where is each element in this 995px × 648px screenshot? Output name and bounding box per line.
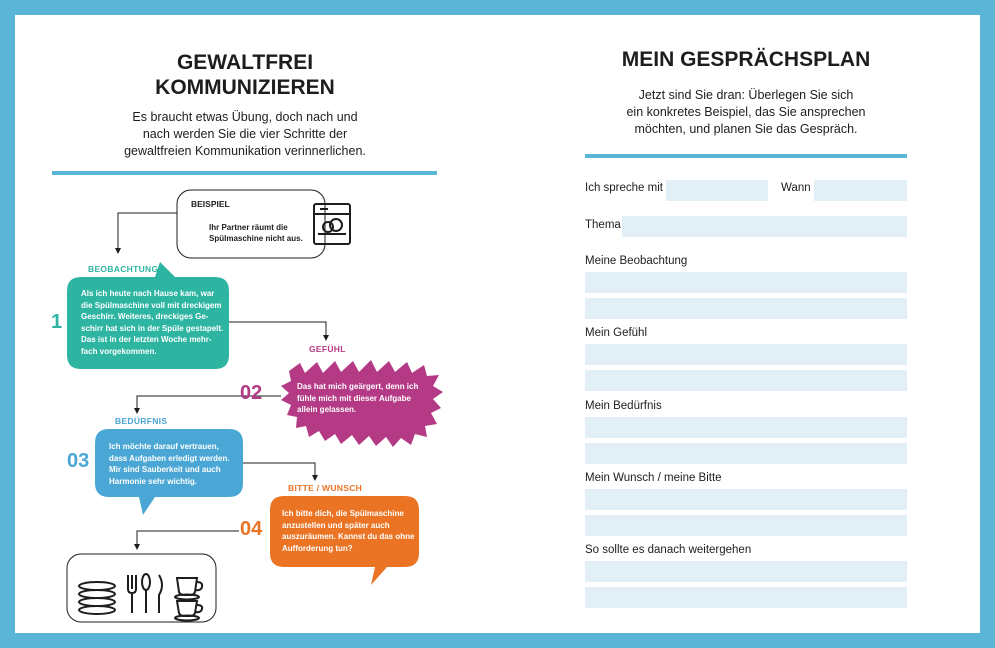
observation-line: Das ist in der letzten Woche mehr- xyxy=(81,335,212,344)
feeling-line: fühle mich mit dieser Aufgabe xyxy=(297,393,411,403)
step-number-4: 04 xyxy=(240,518,263,540)
observation-field-label: Meine Beobachtung xyxy=(585,255,688,267)
wish-line: Ich bitte dich, die Spülmaschine xyxy=(282,509,404,518)
need-field-2[interactable] xyxy=(585,443,907,464)
topic-field[interactable] xyxy=(622,216,907,237)
left-intro-line1: Es braucht etwas Übung, doch nach und xyxy=(132,110,358,124)
left-title-line2: KOMMUNIZIEREN xyxy=(155,76,335,99)
topic-label: Thema xyxy=(585,219,621,231)
observation-text xyxy=(81,288,223,357)
need-line: Mir sind Sauberkeit und auch xyxy=(109,465,221,474)
feeling-line: allein gelassen. xyxy=(297,405,357,414)
feeling-field-2[interactable] xyxy=(585,370,907,391)
wish-field-2[interactable] xyxy=(585,515,907,536)
right-intro-line3: möchten, und planen Sie das Gespräch. xyxy=(634,122,858,136)
feeling-label: GEFÜHL xyxy=(309,344,346,354)
next-field-2[interactable] xyxy=(585,587,907,608)
example-text xyxy=(209,222,303,244)
step-number-1: 1 xyxy=(51,311,63,333)
connector-step4-result xyxy=(137,531,239,547)
observation-line: schirr hat sich in der Spüle gestapelt. xyxy=(81,323,224,333)
feeling-line: Das hat mich geärgert, denn ich xyxy=(297,382,419,391)
connector-example-step1 xyxy=(118,213,177,251)
left-intro-line2: nach werden Sie die vier Schritte der xyxy=(142,127,348,141)
speak-with-label: Ich spreche mit xyxy=(585,182,663,194)
observation-line: Geschirr. Weiteres, dreckiges Ge- xyxy=(81,312,209,321)
wish-field-label: Mein Wunsch / meine Bitte xyxy=(585,472,722,484)
result-box xyxy=(67,554,216,622)
example-label: BEISPIEL xyxy=(191,199,230,209)
step-number-2: 02 xyxy=(240,382,263,404)
feeling-text xyxy=(297,381,418,416)
left-title-line1: GEWALTFREI xyxy=(176,51,314,74)
observation-line: fach vorgekommen. xyxy=(81,346,157,356)
wish-text xyxy=(282,508,414,554)
wish-line: Aufforderung tun? xyxy=(282,543,353,553)
observation-field-1[interactable] xyxy=(585,272,907,293)
right-intro-line1: Jetzt sind Sie dran: Überlegen Sie sich xyxy=(638,88,854,102)
need-text xyxy=(109,441,230,487)
observation-line: Als ich heute nach Hause kam, war xyxy=(81,289,215,298)
observation-field-2[interactable] xyxy=(585,298,907,319)
wish-line: auszuräumen. Kannst du das ohne xyxy=(282,532,415,541)
next-field-1[interactable] xyxy=(585,561,907,582)
observation-label: BEOBACHTUNG xyxy=(88,264,159,274)
connector-step1-step2 xyxy=(229,322,326,338)
page-sheet xyxy=(15,15,980,633)
example-line1: Ihr Partner räumt die xyxy=(209,223,288,232)
need-line: dass Aufgaben erledigt werden. xyxy=(109,453,230,463)
need-line: Harmonie sehr wichtig. xyxy=(109,476,198,486)
feeling-field-label: Mein Gefühl xyxy=(585,327,648,339)
wish-line: anzustellen und später auch xyxy=(282,520,390,530)
wish-label: BITTE / WUNSCH xyxy=(288,483,363,493)
when-label: Wann xyxy=(781,182,811,194)
when-field[interactable] xyxy=(814,180,907,201)
need-field-label: Mein Bedürfnis xyxy=(585,400,662,412)
step-number-3: 03 xyxy=(67,450,90,472)
observation-line: die Spülmaschine voll mit dreckigem xyxy=(81,300,222,310)
right-intro xyxy=(585,87,907,138)
right-divider xyxy=(585,154,907,158)
speak-with-field[interactable] xyxy=(666,180,768,201)
need-field-1[interactable] xyxy=(585,417,907,438)
wish-field-1[interactable] xyxy=(585,489,907,510)
next-field-label: So sollte es danach weitergehen xyxy=(585,544,752,556)
connector-step3-step4 xyxy=(243,463,315,478)
need-line: Ich möchte darauf vertrauen, xyxy=(109,442,219,451)
example-line2: Spülmaschine nicht aus. xyxy=(209,234,303,243)
feeling-field-1[interactable] xyxy=(585,344,907,365)
need-label: BEDÜRFNIS xyxy=(115,416,168,426)
right-intro-line2: ein konkretes Beispiel, das Sie ansprechen xyxy=(626,105,866,119)
left-intro-line3: gewaltfreien Kommunikation verinnerlichen. xyxy=(124,144,366,158)
right-title: MEIN GESPRÄCHSPLAN xyxy=(621,48,871,71)
